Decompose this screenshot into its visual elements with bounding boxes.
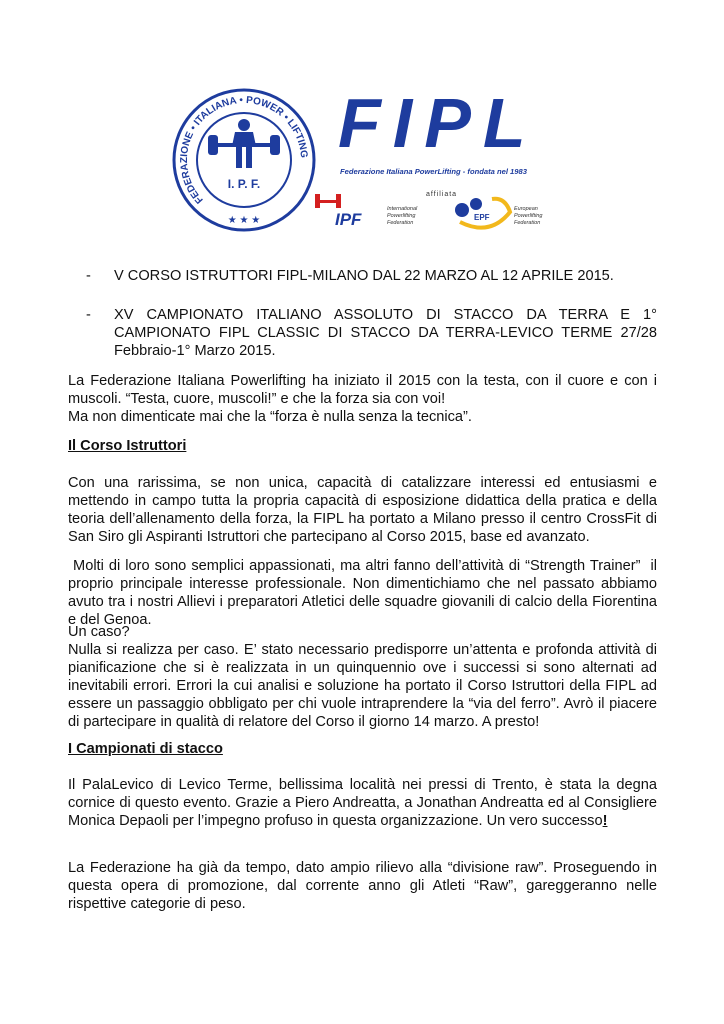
list-dash: - — [86, 268, 91, 284]
brand-title: FIPL — [338, 84, 538, 162]
ipf-emblem — [174, 90, 314, 230]
epf-line: Federation — [514, 220, 541, 226]
ipf-line: Powerlifting — [387, 213, 416, 219]
epf-line: European — [514, 206, 538, 212]
svg-text:★ ★ ★: ★ ★ ★ — [227, 215, 261, 226]
list-item — [86, 306, 657, 360]
ipf-abbr: IPF — [335, 210, 362, 229]
ring-text: FEDERAZIONE • ITALIANA • POWER • LIFTING — [178, 94, 310, 206]
list-text: V CORSO ISTRUTTORI FIPL-MILANO DAL 22 MARZO AL 12 APRILE 2015. — [114, 268, 614, 284]
list-text: XV CAMPIONATO ITALIANO ASSOLUTO DI STACCO DA TERRA E 1° CAMPIONATO FIPL CLASSIC DI STACCO DA TERRA-LEVICO TERME 27/28 Febbraio-1° Marzo 2015. — [114, 307, 657, 359]
paragraph: La Federazione ha già da tempo, dato ampio rilievo alla “divisione raw”. Proseguendo in questa opera di promozione, dal corrente anno gli Atleti “Raw”, gareggeranno nelle rispettive categorie di peso. — [68, 860, 657, 912]
intro-paragraph: Ma non dimenticate mai che la “forza è nulla senza la tecnica”. — [68, 409, 472, 425]
epf-abbr: EPF — [474, 213, 490, 222]
paragraph — [68, 776, 657, 830]
epf-logo — [455, 198, 543, 228]
tagline: Federazione Italiana PowerLifting - fondata nel 1983 — [340, 167, 527, 176]
exclamation: ! — [602, 813, 608, 829]
ipf-initials: I. P. F. — [227, 177, 261, 191]
paragraph: Nulla si realizza per caso. E’ stato necessario predisporre un’attenta e profonda attività di pianificazione che si è realizzata in un quinquennio ove i successi si sono alternati ad inevitabili errori. Errori la cui analisi e soluzione ha portato il Corso Istruttori della FIPL ad essere un passaggio obbligato per chi vuole intraprendere la “via del ferro”. Avrò il piacere di partecipare in qualità di relatore del Corso il giorno 14 marzo. A presto! — [68, 642, 657, 730]
paragraph: Con una rarissima, se non unica, capacità di catalizzare interessi ed entusiasmi e mettendo in campo tutta la propria capacità di esposizione didattica della pratica e della teoria dell’allenamento della forza, la FIPL ha portato a Milano presso il centro CrossFit di San Siro gli Aspiranti Istruttori che partecipano al Corso 2015, base ed avanzato. — [68, 475, 657, 545]
epf-line: Powerlifting — [514, 213, 543, 219]
section-heading: I Campionati di stacco — [68, 741, 223, 757]
list-dash: - — [86, 307, 91, 323]
ipf-line: Federation — [387, 220, 414, 226]
paragraph-text: Il PalaLevico di Levico Terme, bellissima località nei pressi di Trento, è stata la degna cornice di questo evento. Grazie a Piero Andreatta, a Jonathan Andreatta ed al Consigliere Monica Depaoli per l’impegno profuso in questa organizzazione. Un vero successo — [68, 777, 657, 829]
paragraph: Un caso? — [68, 624, 130, 640]
paragraph: Molti di loro sono semplici appassionati, ma altri fanno dell’attività di “Strength Trainer” il proprio principale interesse professionale. Non dimentichiamo che nel passato abbiamo avuto tra i nostri Allievi i preparatori Atletici delle squadre giovanili di calcio della Fiorentina e del Genoa. — [68, 558, 662, 628]
list-item — [86, 267, 657, 285]
ipf-logo — [315, 194, 418, 229]
section-heading: Il Corso Istruttori — [68, 438, 187, 454]
fipl-logo — [170, 82, 570, 242]
intro-paragraph: La Federazione Italiana Powerlifting ha iniziato il 2015 con la testa, con il cuore e con i muscoli. “Testa, cuore, muscoli!” e che la forza sia con voi! — [68, 373, 657, 407]
affiliata-label: affiliata — [426, 191, 458, 198]
ipf-line: International — [387, 206, 418, 212]
